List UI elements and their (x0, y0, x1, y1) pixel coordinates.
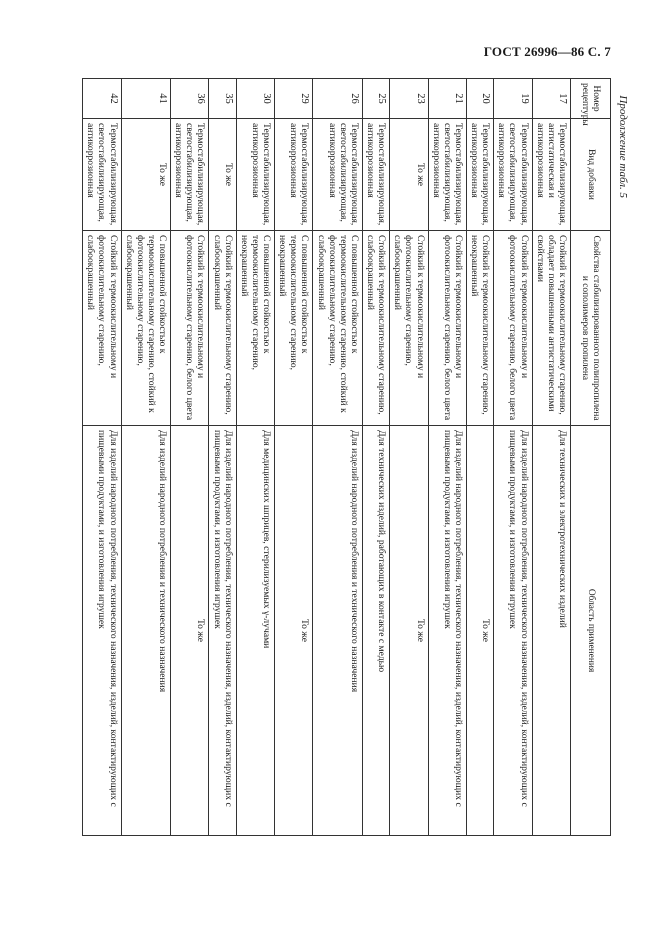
additive-type: Термостабилизирующая, антикоррозионная (363, 119, 390, 231)
application: То же (275, 426, 313, 836)
application: То же (171, 426, 209, 836)
additive-type: Термостабилизирующая, антикоррозионная (275, 119, 313, 231)
recipe-number: 19 (494, 79, 532, 119)
properties: С повышенной стойкостью к термоокислительному старению, стойкий к фотоокислительному старению, слабоокрашенный (121, 231, 171, 426)
application: Для медицинских шприцев, стерилизуемых γ-лучами (236, 426, 274, 836)
additive-type: Термостабилизирующая, антикоррозионная (236, 119, 274, 231)
application: Для изделий народного потребления, технического назначения, изделий, контактирующих с пищевыми продуктами, и изготовления игрушек (494, 426, 532, 836)
application: Для изделий народного потребления и технического назначения (121, 426, 171, 836)
column-header-application: Область применения (571, 426, 611, 836)
properties: Стойкий к термоокислительному старению, слабоокрашенный (209, 231, 236, 426)
properties: Стойкий к термоокислительному старению, слабоокрашенный (363, 231, 390, 426)
additive-type: Термостабилизирующая, антистатическая и антикоррозионная (532, 119, 570, 231)
table-row (209, 79, 236, 836)
table-row (171, 79, 209, 836)
properties: С повышенной стойкостью к термоокислительному старению, неокрашенный (275, 231, 313, 426)
additives-table (82, 78, 611, 836)
table-row (363, 79, 390, 836)
table-continuation-caption: Продолжение табл. 5 (617, 95, 629, 198)
recipe-number: 20 (467, 79, 494, 119)
properties: С повышенной стойкостью к термоокислительному старению, стойкий к фотоокислительному старению, слабоокрашенный (313, 231, 363, 426)
recipe-number: 41 (121, 79, 171, 119)
properties: Стойкий к термоокислительному и фотоокислительному старению, слабоокрашенный (390, 231, 428, 426)
application: То же (467, 426, 494, 836)
properties: Стойкий к термоокислительному старению, неокрашенный (467, 231, 494, 426)
recipe-number: 21 (428, 79, 466, 119)
table-header-row (571, 79, 611, 836)
additive-type: Термостабилизирующая, светостабилизирующая, антикоррозионная (171, 119, 209, 231)
table-row (467, 79, 494, 836)
application: То же (390, 426, 428, 836)
table-row (390, 79, 428, 836)
application: Для изделий народного потребления, технического назначения, изделий, контактирующих с пищевыми продуктами, и изготовления игрушек (209, 426, 236, 836)
additive-type: То же (121, 119, 171, 231)
recipe-number: 26 (313, 79, 363, 119)
properties: Стойкий к термоокислительному и фотоокислительному старению, слабоокрашенный (83, 231, 121, 426)
application: Для изделий народного потребления, технического назначения, изделий, контактирующих с пищевыми продуктами, и изготовления игрушек (428, 426, 466, 836)
additive-type: Термостабилизирующая, светостабилизирующая, антикоррозионная (428, 119, 466, 231)
rotated-table-wrapper (84, 78, 611, 835)
column-header-number: Номер рецептуры (571, 79, 611, 119)
page-header: ГОСТ 26996—86 С. 7 (483, 44, 611, 59)
table-row (494, 79, 532, 836)
additive-type: Термостабилизирующая, светостабилизирующая, антикоррозионная (494, 119, 532, 231)
recipe-number: 30 (236, 79, 274, 119)
recipe-number: 17 (532, 79, 570, 119)
application: Для технических изделий, работающих в контакте с медью (363, 426, 390, 836)
additive-type: Термостабилизирующая, светостабилизирующая, антикоррозионная (313, 119, 363, 231)
column-header-properties: Свойства стабилизированного полипропилена и сополимеров пропилена (571, 231, 611, 426)
table-row (532, 79, 570, 836)
recipe-number: 35 (209, 79, 236, 119)
properties: Стойкий к термоокислительному и фотоокислительному старению, белого цвета (428, 231, 466, 426)
recipe-number: 36 (171, 79, 209, 119)
table-row (83, 79, 121, 836)
application: Для изделий народного потребления и технического назначения (313, 426, 363, 836)
table-row (121, 79, 171, 836)
properties: Стойкий к термоокислительному и фотоокислительному старению, белого цвета (171, 231, 209, 426)
table-row (236, 79, 274, 836)
column-header-additive-type: Вид добавки (571, 119, 611, 231)
application: Для изделий народного потребления, технического назначения, изделий, контактирующих с пищевыми продуктами, и изготовления игрушек (83, 426, 121, 836)
additive-type: Термостабилизирующая, антикоррозионная (467, 119, 494, 231)
table-row (313, 79, 363, 836)
additive-type: То же (390, 119, 428, 231)
table-row (428, 79, 466, 836)
recipe-number: 29 (275, 79, 313, 119)
additive-type: То же (209, 119, 236, 231)
table-row (275, 79, 313, 836)
recipe-number: 23 (390, 79, 428, 119)
recipe-number: 42 (83, 79, 121, 119)
application: Для технических и электротехнических изделий (532, 426, 570, 836)
properties: Стойкий к термоокислительному и фотоокислительному старению, белого цвета (494, 231, 532, 426)
properties: С повышенной стойкостью к термоокислительному старению, неокрашенный (236, 231, 274, 426)
properties: Стойкий к термоокислительному старению, обладает повышенными антистатическими свойствами (532, 231, 570, 426)
additive-type: Термостабилизирующая, светостабилизирующая, антикоррозионная (83, 119, 121, 231)
recipe-number: 25 (363, 79, 390, 119)
